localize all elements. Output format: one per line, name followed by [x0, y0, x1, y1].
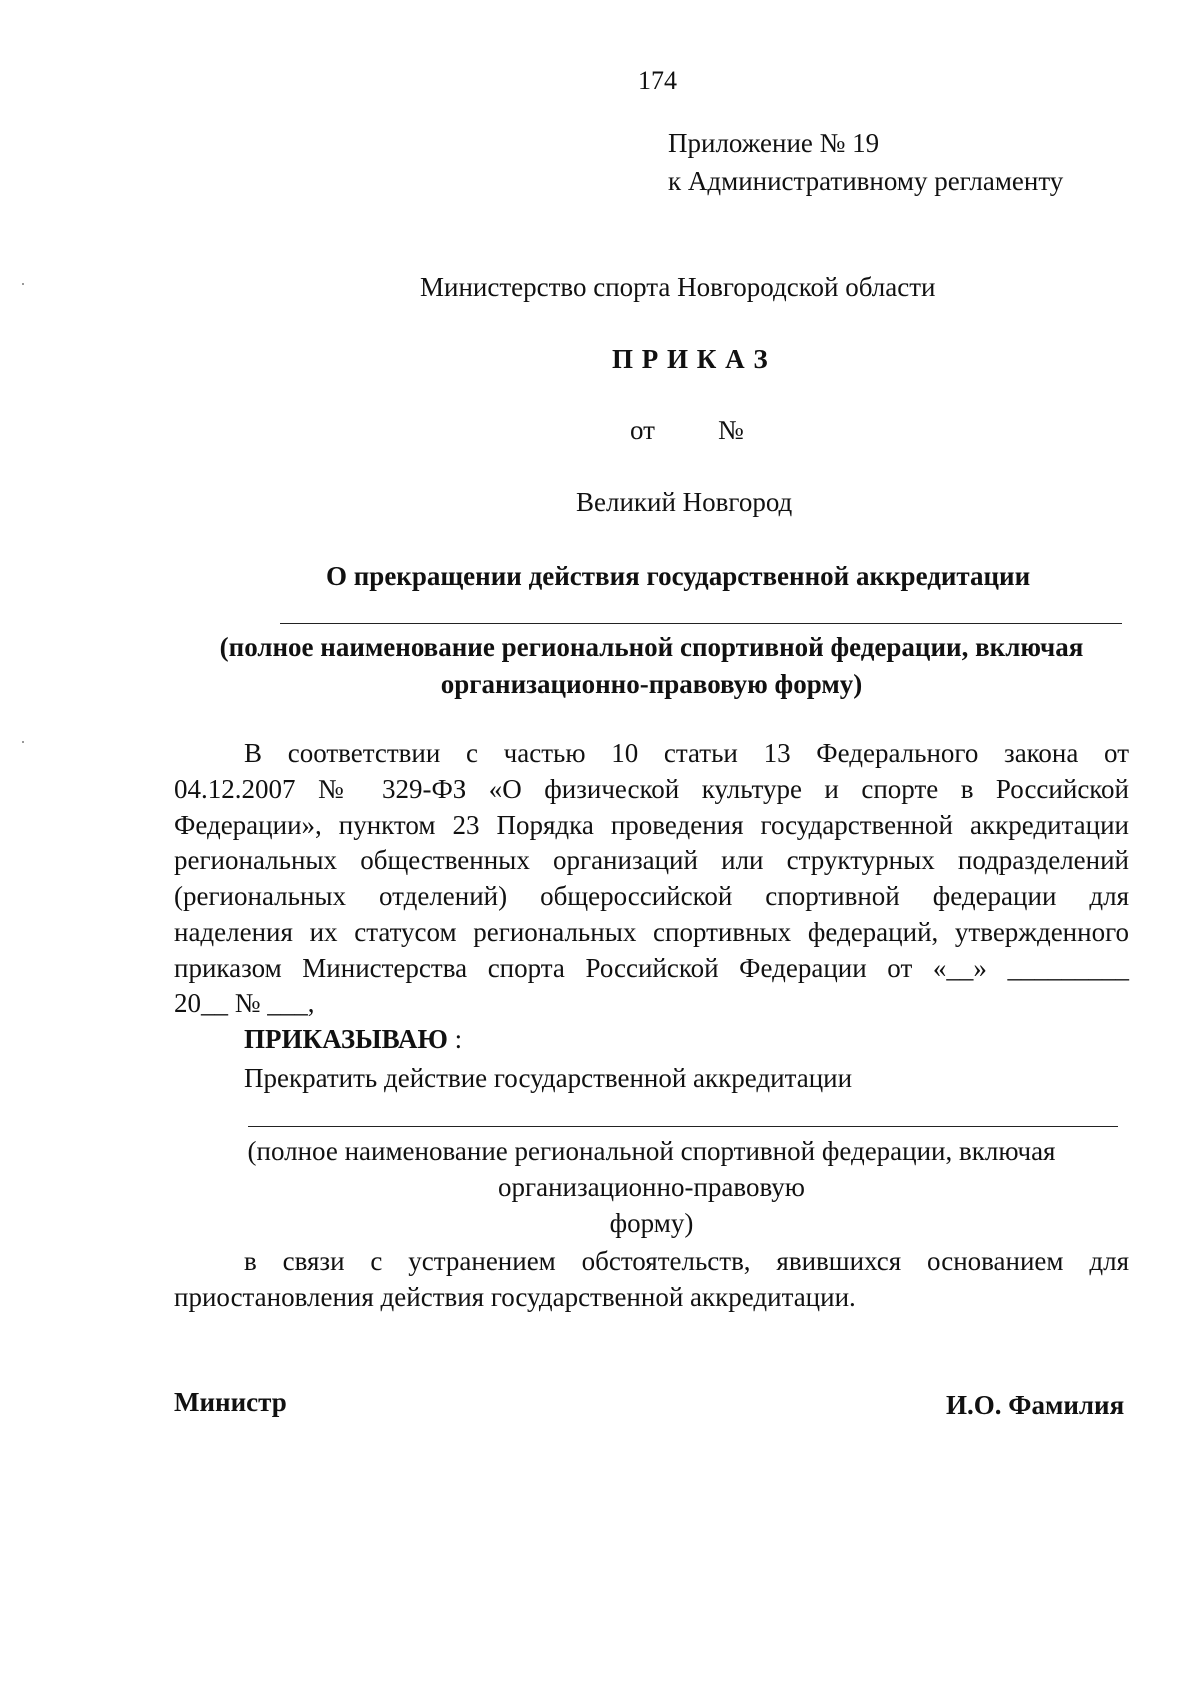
- appendix-reference: к Административному регламенту: [668, 166, 1064, 196]
- date-from-label: от: [630, 415, 655, 445]
- reason-line-2: приостановления действия государственной аккредитации.: [174, 1282, 856, 1312]
- federation-placeholder-regular-line2: организационно-правовую: [498, 1172, 805, 1202]
- body-line-7: приказом Министерства спорта Российской Федерации от «__» _________: [174, 953, 1129, 983]
- body-line-4: региональных общественных организаций или структурных подразделений: [174, 845, 1129, 875]
- order-word: ПРИКАЗЫВАЮ: [244, 1024, 448, 1054]
- body-line-5: (региональных отделений) общероссийской спортивной федерации для: [174, 881, 1129, 911]
- city-name: Великий Новгород: [576, 487, 793, 517]
- federation-placeholder-regular-line3: форму): [609, 1208, 694, 1238]
- body-line-3: Федерации», пунктом 23 Порядка проведения государственной аккредитации: [174, 810, 1129, 840]
- order-colon: :: [454, 1024, 463, 1054]
- order-text: Прекратить действие государственной аккредитации: [244, 1063, 853, 1093]
- signature-position: Министр: [174, 1387, 287, 1417]
- federation-placeholder-regular-line1: (полное наименование региональной спортивной федерации, включая: [247, 1136, 1056, 1166]
- federation-placeholder-line2: организационно-правовую форму): [440, 669, 863, 699]
- body-line-8: 20__ № ___,: [174, 988, 315, 1018]
- order-directive: [244, 1024, 462, 1055]
- body-line-1: В соответствии с частью 10 статьи 13 Федерального закона от: [244, 738, 1129, 768]
- scan-artifact: [22, 283, 24, 285]
- ministry-name: Министерство спорта Новгородской области: [420, 272, 936, 302]
- federation-name-blank-line-2: [248, 1126, 1118, 1127]
- page-number: 174: [638, 66, 677, 95]
- document-title: О прекращении действия государственной аккредитации: [326, 561, 1031, 591]
- signature-name: И.О. Фамилия: [946, 1390, 1125, 1420]
- reason-line-1: в связи с устранением обстоятельств, явившихся основанием для: [244, 1246, 1129, 1276]
- appendix-number: Приложение № 19: [668, 128, 880, 158]
- body-line-2: 04.12.2007 № 329-ФЗ «О физической культуре и спорте в Российской: [174, 774, 1129, 804]
- order-number-label: №: [718, 415, 744, 445]
- federation-name-blank-line: [280, 623, 1122, 624]
- body-line-6: наделения их статусом региональных спортивных федераций, утвержденного: [174, 917, 1129, 947]
- federation-placeholder-line1: (полное наименование региональной спортивной федерации, включая: [219, 632, 1084, 662]
- scan-artifact: [22, 741, 24, 743]
- document-type: П Р И К А З: [612, 344, 769, 374]
